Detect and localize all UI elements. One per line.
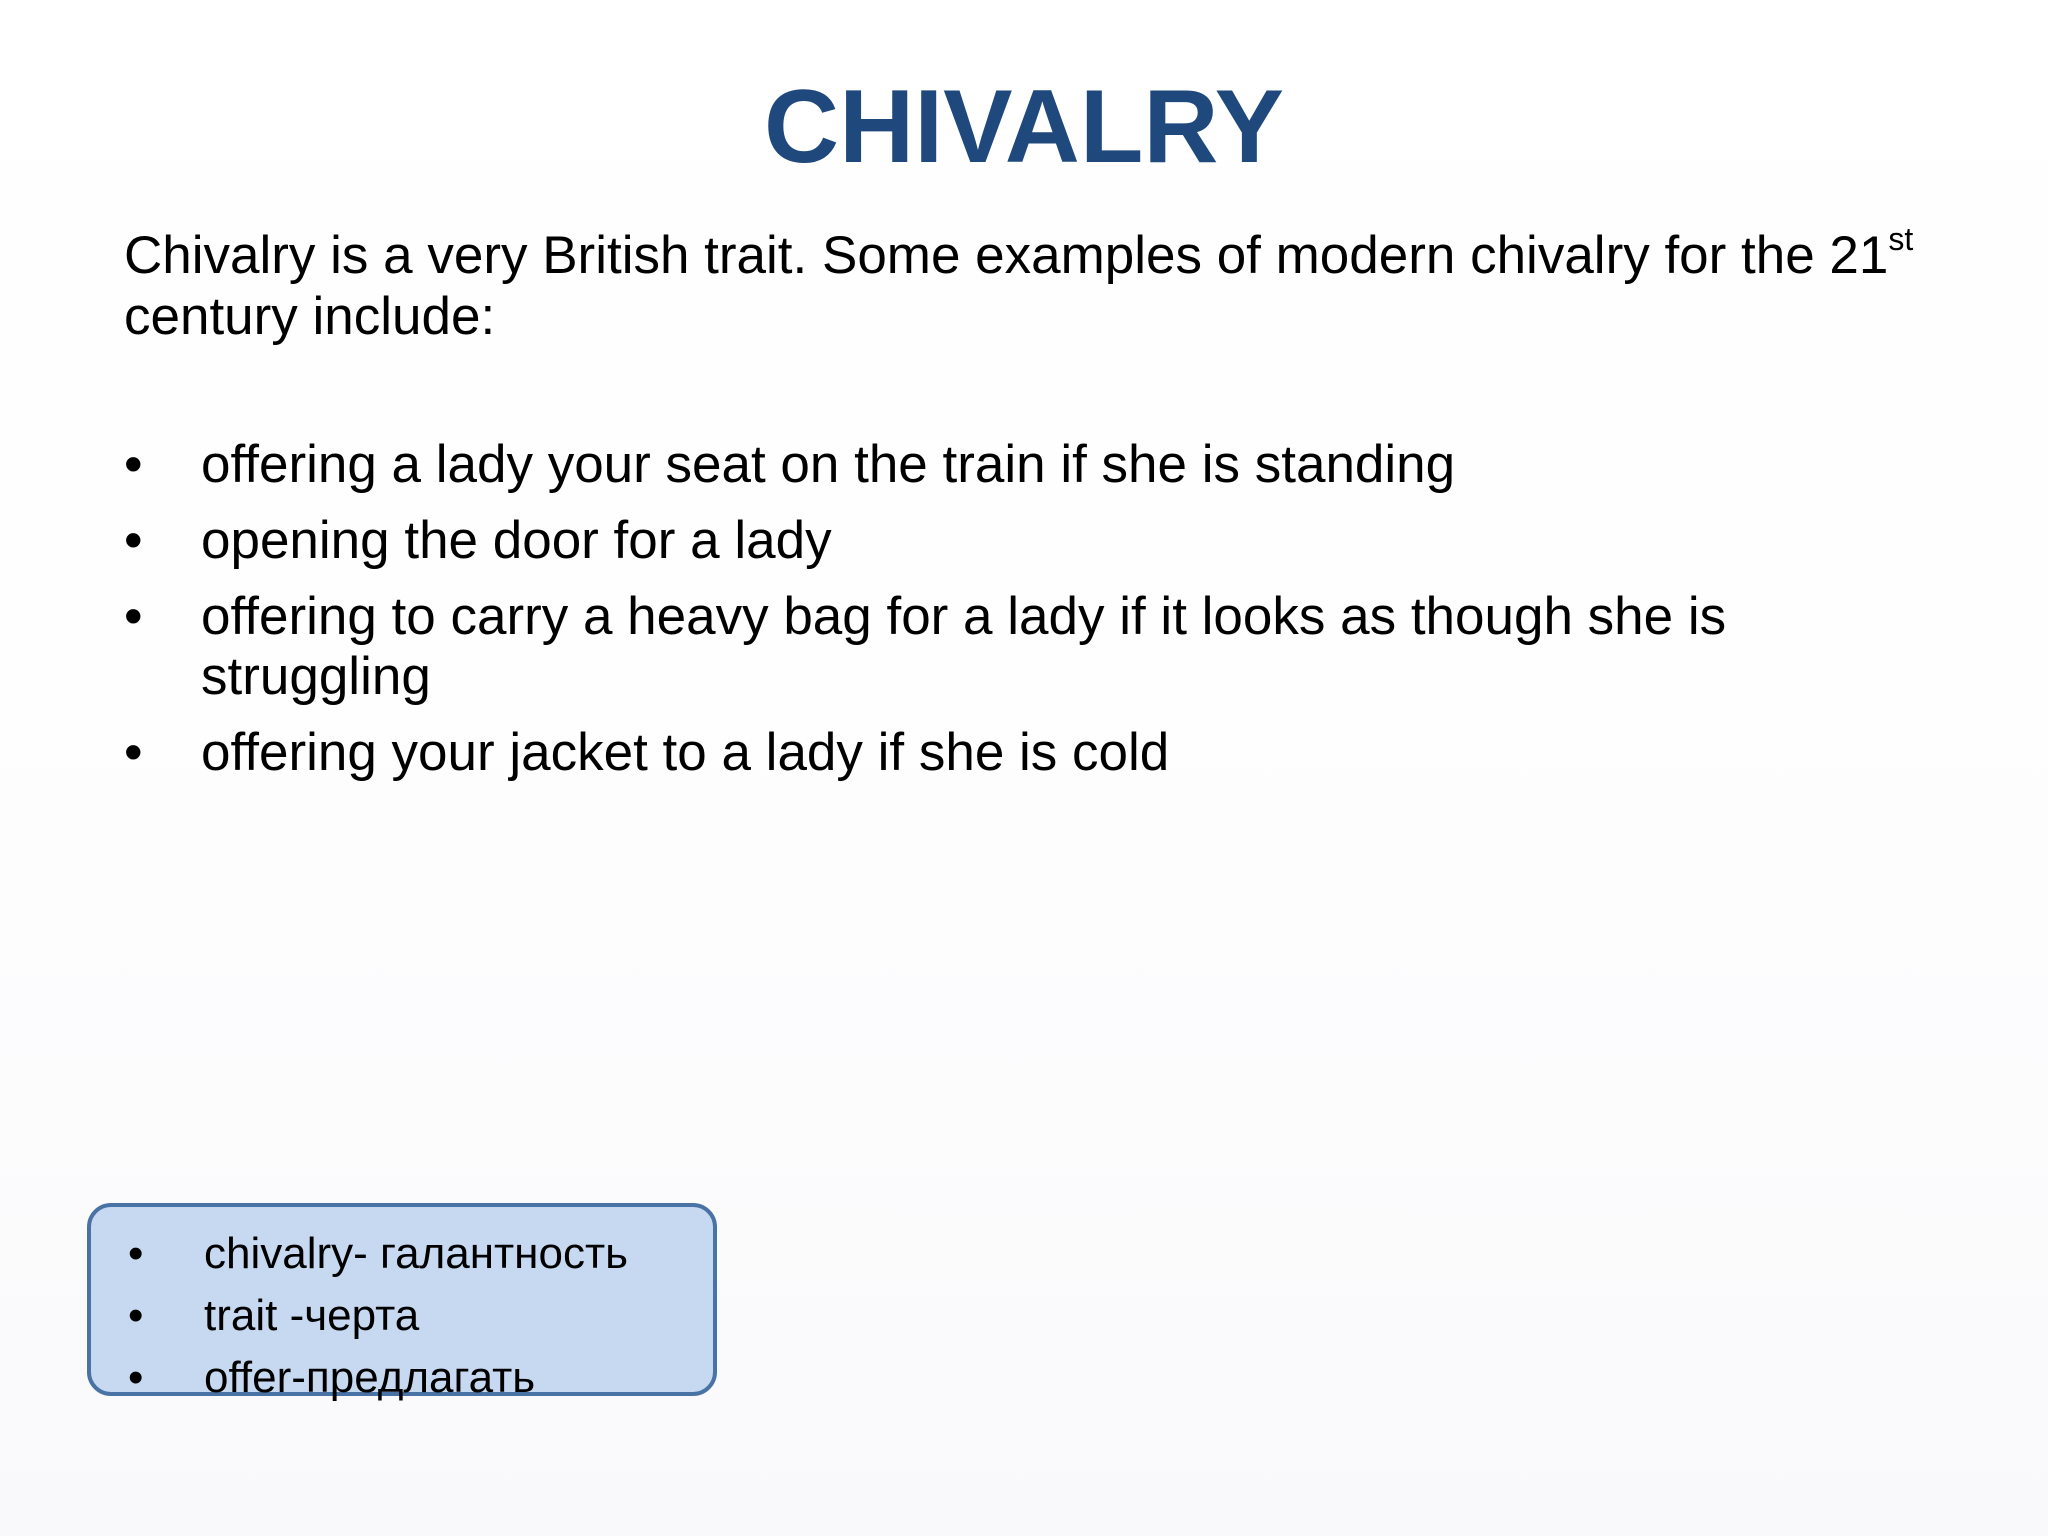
- bullet-icon: •: [124, 587, 143, 646]
- vocabulary-item: [128, 1347, 628, 1409]
- intro-superscript: st: [1888, 221, 1914, 258]
- vocabulary-list: [128, 1223, 628, 1409]
- list-item: [124, 435, 1904, 495]
- bullet-icon: •: [128, 1291, 144, 1340]
- vocabulary-item-text: trait -черта: [204, 1291, 420, 1340]
- list-item-text: offering a lady your seat on the train if she is standing: [201, 435, 1456, 494]
- bullet-icon: •: [128, 1229, 144, 1278]
- vocabulary-item: [128, 1285, 628, 1347]
- slide-title: CHIVALRY: [764, 69, 1284, 185]
- list-item: [124, 511, 1904, 571]
- vocabulary-item-text: offer-предлагать: [204, 1353, 536, 1402]
- list-item-text: offering to carry a heavy bag for a lady if it looks as though she is struggling: [201, 587, 1727, 706]
- bullet-icon: •: [124, 723, 143, 782]
- intro-text-end: century include:: [124, 287, 496, 346]
- bullet-icon: •: [128, 1353, 144, 1402]
- intro-paragraph: [124, 221, 1934, 347]
- vocabulary-item-text: chivalry- галантность: [204, 1229, 629, 1278]
- list-item-text: offering your jacket to a lady if she is cold: [201, 723, 1170, 782]
- bullet-icon: •: [124, 511, 143, 570]
- intro-text-start: Chivalry is a very British trait. Some examples of modern chivalry for the 21: [124, 226, 1889, 285]
- list-item-text: opening the door for a lady: [201, 511, 832, 570]
- examples-list: [124, 435, 1904, 799]
- vocabulary-item: [128, 1223, 628, 1285]
- bullet-icon: •: [124, 435, 143, 494]
- vocabulary-box: [87, 1203, 717, 1402]
- list-item: [124, 587, 1904, 707]
- list-item: [124, 723, 1904, 783]
